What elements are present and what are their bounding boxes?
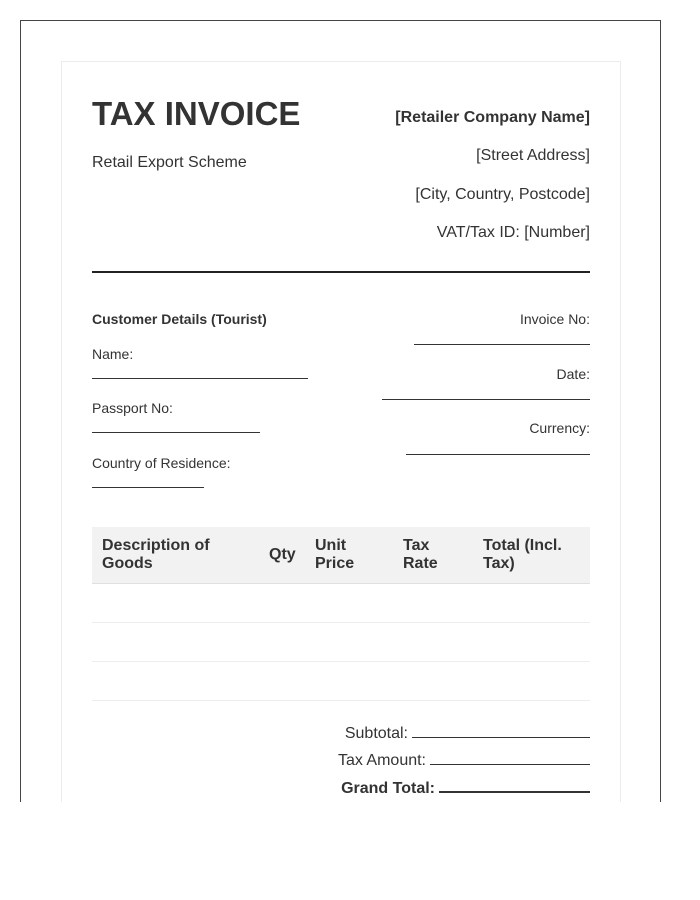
invoice-subtitle: Retail Export Scheme bbox=[92, 154, 247, 171]
table-row[interactable] bbox=[92, 622, 590, 623]
invoice-date-label: Date: bbox=[556, 366, 590, 382]
country-of-residence-label: Country of Residence: bbox=[92, 455, 231, 471]
tax-amount-label: Tax Amount: bbox=[337, 752, 426, 769]
retailer-street-address: [Street Address] bbox=[476, 147, 590, 164]
table-row[interactable] bbox=[92, 700, 590, 701]
header-divider bbox=[92, 271, 590, 273]
grand-total-row bbox=[341, 777, 590, 798]
table-row[interactable] bbox=[92, 661, 590, 662]
passport-number-label: Passport No: bbox=[92, 400, 173, 416]
invoice-title: TAX INVOICE bbox=[92, 95, 301, 132]
retailer-company-name: [Retailer Company Name] bbox=[395, 109, 590, 126]
subtotal-field[interactable] bbox=[412, 723, 590, 738]
grand-total-field[interactable] bbox=[439, 777, 590, 793]
passport-number-field[interactable] bbox=[92, 432, 260, 433]
currency-label: Currency: bbox=[529, 420, 590, 436]
grand-total-label: Grand Total: bbox=[341, 780, 435, 797]
subtotal-label: Subtotal: bbox=[344, 725, 408, 742]
invoice-number-label: Invoice No: bbox=[519, 311, 590, 327]
column-header-qty: Qty bbox=[269, 546, 296, 563]
country-of-residence-field[interactable] bbox=[92, 487, 204, 488]
retailer-vat-id: VAT/Tax ID: [Number] bbox=[436, 224, 590, 241]
customer-name-field[interactable] bbox=[92, 378, 308, 379]
invoice-number-field[interactable] bbox=[414, 344, 590, 345]
tax-amount-row bbox=[338, 750, 590, 770]
column-header-description: Description of Goods bbox=[102, 537, 210, 572]
tax-amount-field[interactable] bbox=[430, 750, 590, 765]
column-header-unit-price: Unit Price bbox=[315, 537, 355, 572]
column-header-total: Total (Incl. Tax) bbox=[483, 537, 562, 572]
currency-field[interactable] bbox=[406, 454, 590, 455]
customer-name-label: Name: bbox=[92, 346, 134, 362]
customer-details-heading: Customer Details (Tourist) bbox=[92, 311, 267, 327]
subtotal-row bbox=[345, 723, 590, 743]
retailer-city: [City, Country, Postcode] bbox=[415, 186, 590, 203]
invoice-date-field[interactable] bbox=[382, 399, 590, 400]
column-header-tax-rate: Tax Rate bbox=[403, 537, 438, 572]
